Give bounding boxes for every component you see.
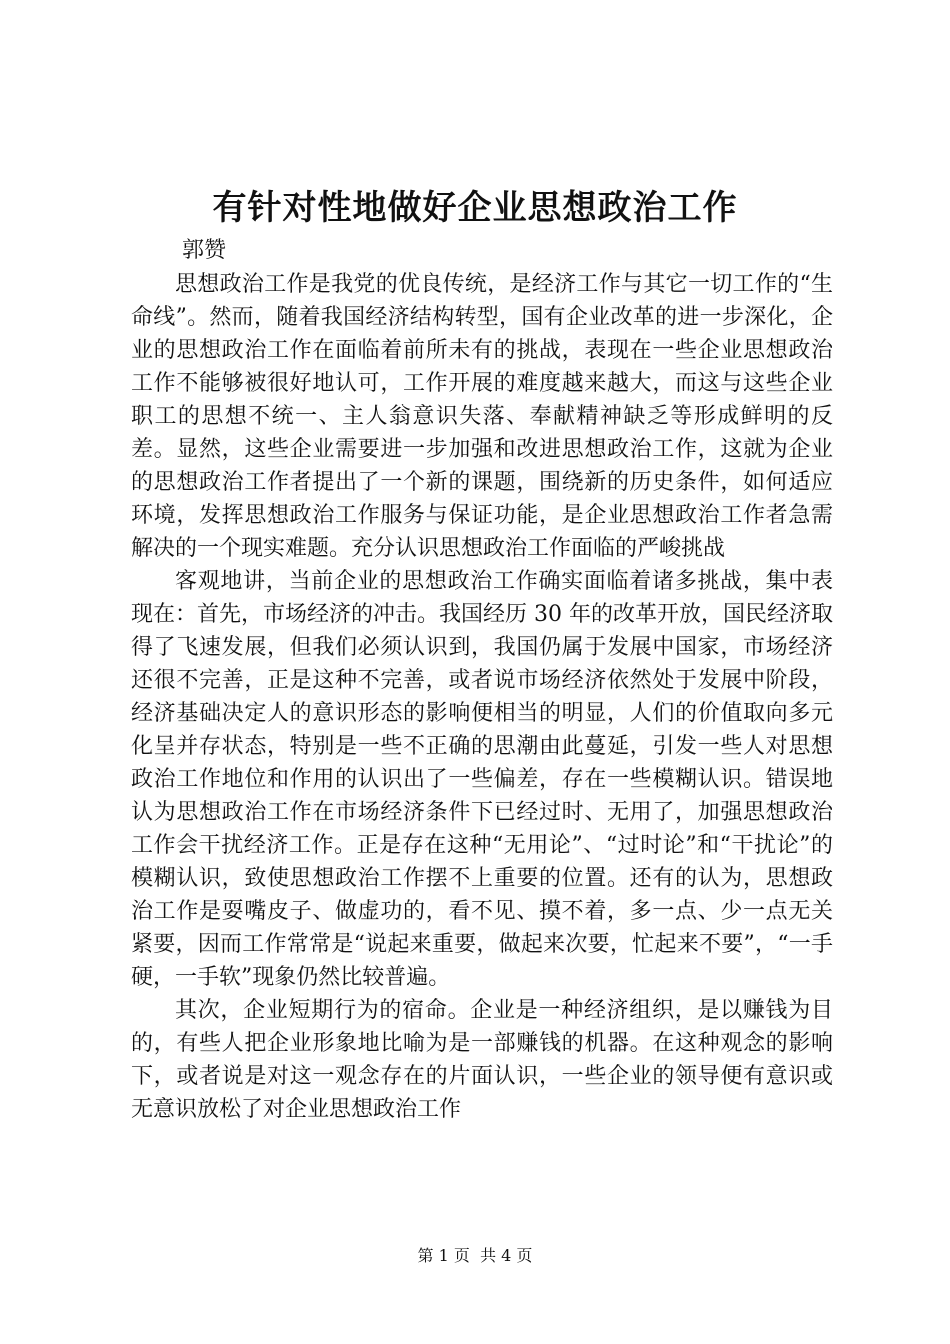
paragraph: 思想政治工作是我党的优良传统，是经济工作与其它一切工作的“生命线”。然而，随着我国经济结构转型，国有企业改革的进一步深化，企业的思想政治工作在面临着前所未有的挑战，表现在一些企业思想政治工作不能够被很好地认可，工作开展的难度越来越大，而这与这些企业职工的思想不统一、主人翁意识失落、奉献精神缺乏等形成鲜明的反差。显然，这些企业需要进一步加强和改进思想政治工作，这就为企业的思想政治工作者提出了一个新的课题，围绕新的历史条件，如何适应环境，发挥思想政治工作服务与保证功能，是企业思想政治工作者急需解决的一个现实难题。充分认识思想政治工作面临的严峻挑战 <box>131 272 833 561</box>
author-name: 郭赞 <box>182 238 227 263</box>
document-title: 有针对性地做好企业思想政治工作 <box>212 188 738 228</box>
page-footer: 第 1 页 共 4 页 <box>417 1246 533 1265</box>
paragraph: 客观地讲，当前企业的思想政治工作确实面临着诸多挑战，集中表现在：首先，市场经济的冲击。我国经历 30 年的改革开放，国民经济取得了飞速发展，但我们必须认识到，我国仍属于发展中国家，市场经济还很不完善，正是这种不完善，或者说市场经济依然处于发展中阶段，经济基础决定人的意识形态的影响便相当的明显，人们的价值取向多元化呈并存状态，特别是一些不正确的思潮由此蔓延，引发一些人对思想政治工作地位和作用的认识出了一些偏差，存在一些模糊认识。错误地认为思想政治工作在市场经济条件下已经过时、无用了，加强思想政治工作会干扰经济工作。正是存在这种“无用论”、“过时论”和“干扰论”的模糊认识，致使思想政治工作摆不上重要的位置。还有的认为，思想政治工作是耍嘴皮子、做虚功的，看不见、摸不着，多一点、少一点无关紧要，因而工作常常是“说起来重要，做起来次要，忙起来不要”，“一手硬，一手软”现象仍然比较普遍。 <box>131 569 833 990</box>
document-body <box>131 268 833 1126</box>
paragraph: 其次，企业短期行为的宿命。企业是一种经济组织，是以赚钱为目的，有些人把企业形象地比喻为是一部赚钱的机器。在这种观念的影响下，或者说是对这一观念存在的片面认识，一些企业的领导便有意识或无意识放松了对企业思想政治工作 <box>131 998 833 1122</box>
